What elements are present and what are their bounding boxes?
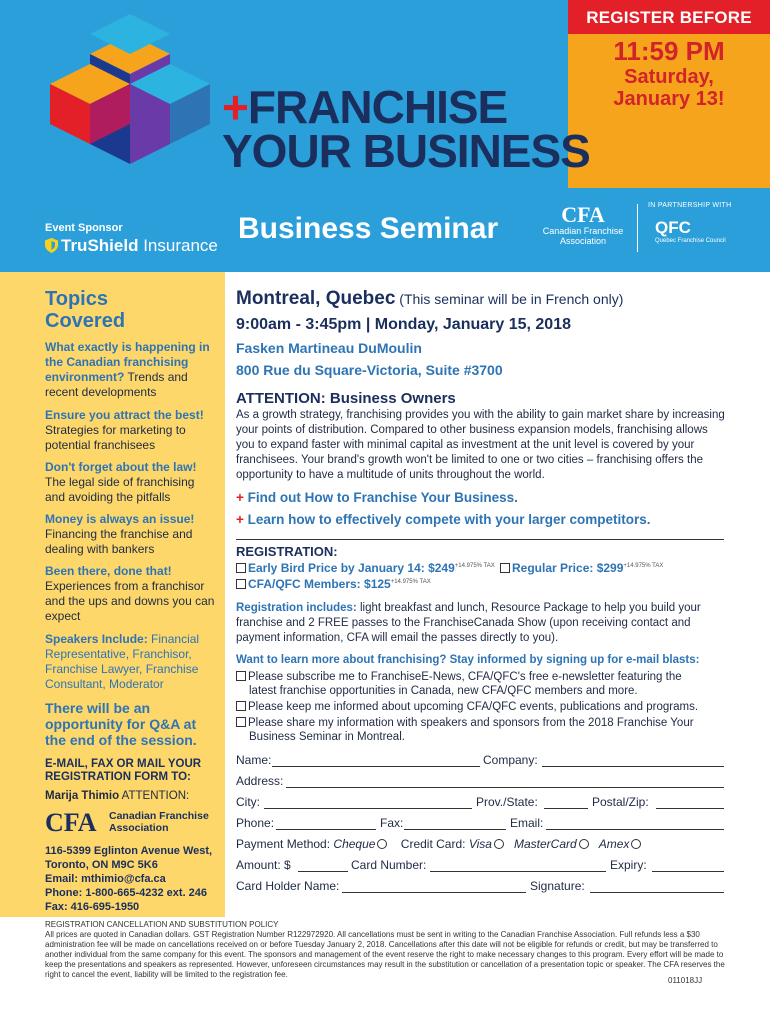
expiry-field[interactable] [652, 871, 724, 872]
mailing-address: 116-5399 Eglinton Avenue West, Toronto, ON M9C 5K6 Email: mthimio@cfa.ca Phone: 1-800-665-4232 ext. 246 Fax: 416-695-1950 [45, 845, 213, 913]
email-label: Email: [510, 816, 544, 830]
events-checkbox[interactable] [236, 701, 246, 711]
shield-icon [45, 238, 58, 253]
mastercard-radio[interactable] [579, 839, 589, 849]
postal-field[interactable] [656, 808, 724, 809]
register-before-label: REGISTER BEFORE [568, 0, 770, 34]
address-label: Address: [236, 774, 284, 788]
event-venue: Fasken Martineau DuMoulin [236, 340, 422, 356]
speakers-item: Speakers Include: Financial Representative, Franchisor, Franchise Lawyer, Franchise Consultant, Moderator [45, 632, 200, 691]
name-label: Name: [236, 753, 272, 767]
sponsor-label: Event Sponsor [45, 222, 123, 234]
name-field[interactable] [272, 766, 480, 767]
holder-field[interactable] [342, 892, 526, 893]
cheque-radio[interactable] [377, 839, 387, 849]
city-field[interactable] [264, 808, 472, 809]
cancellation-policy: REGISTRATION CANCELLATION AND SUBSTITUTION POLICY All prices are quoted in Canadian dollars. GST Registration Number R122972920. All cancellations must be sent in writing to the Canadian Franchise Association. Full refunds less a $30 administration fee will be made on cancellations received on or before Tuesday January 2, 2018. Cancellations after this date will not be eligible for refunds or credit, but may be transferred to another individual from the same company for this event. The sponsors and management of the event reserve the right to make necessary changes to this program. Every effort will be made to keep the presentations and speakers as represented. However, unforeseen circumstances may result in the substitution or cancellation of a presentation topic or speaker. The CFA reserves the right to cancel the event, liability will be limited to the registration fee. [45, 920, 725, 979]
fax-field[interactable] [404, 829, 506, 830]
event-street: 800 Rue du Square-Victoria, Suite #3700 [236, 362, 503, 378]
partnership-label: IN PARTNERSHIP WITH [648, 202, 732, 209]
email-field[interactable] [546, 829, 724, 830]
city-label: City: [236, 795, 260, 809]
deadline-time: 11:59 PM [613, 36, 725, 66]
contact-phone: Phone: 1-800-665-4232 ext. 246 [45, 887, 208, 899]
phone-label: Phone: [236, 816, 275, 830]
register-deadline-box [568, 0, 770, 188]
cta-find-out: + Find out How to Franchise Your Business. [236, 490, 518, 505]
deadline-date: Saturday, January 13! [613, 66, 725, 110]
card-number-field[interactable] [430, 871, 606, 872]
topic-item: Don't forget about the law! The legal side of franchising and avoiding the pitfalls [45, 460, 197, 504]
qfc-logo: QFC Quebec Franchise Council [655, 218, 726, 244]
newsletter-option[interactable]: Please subscribe me to FranchiseE-News, CFA/QFC's free e-newsletter featuring the latest franchise opportunities in Canada, new CFA/QFC members and more. [236, 670, 726, 698]
qa-note: There will be an opportunity for Q&A at the end of the session. [45, 700, 197, 748]
regular-price-checkbox[interactable] [500, 563, 510, 573]
topic-item: Money is always an issue! Financing the franchise and dealing with bankers [45, 512, 195, 556]
payment-row: Payment Method: Cheque Credit Card: Visa MasterCard Amex [236, 837, 641, 851]
divider [236, 539, 724, 540]
topic-item: Ensure you attract the best! Strategies for marketing to potential franchisees [45, 408, 204, 452]
card-number-label: Card Number: [351, 858, 427, 872]
member-price-checkbox[interactable] [236, 579, 246, 589]
contact-fax: Fax: 416-695-1950 [45, 901, 140, 913]
events-option[interactable]: Please keep me informed about upcoming CFA/QFC events, publications and programs. [236, 700, 726, 714]
regular-price-option[interactable]: Regular Price: $\$299^{+14.975\% TAX}$ [500, 561, 663, 575]
registration-heading: REGISTRATION: [236, 544, 338, 559]
topic-item: What exactly is happening in the Canadian franchising environment? Trends and recent developments [45, 340, 210, 399]
cfa-small-logo: CFA Canadian Franchise Association [45, 808, 209, 837]
postal-label: Postal/Zip: [592, 795, 649, 809]
share-info-checkbox[interactable] [236, 717, 246, 727]
event-time: 9:00am - 3:45pm | Monday, January 15, 2018 [236, 316, 571, 333]
prov-label: Prov./State: [476, 795, 538, 809]
seminar-subtitle: Business Seminar [238, 212, 499, 245]
early-bird-checkbox[interactable] [236, 563, 246, 573]
amount-label: Amount: $ [236, 858, 291, 872]
address-field[interactable] [286, 787, 724, 788]
company-label: Company: [483, 753, 538, 767]
amex-radio[interactable] [631, 839, 641, 849]
member-price-option[interactable]: CFA/QFC Members: $\$125^{+14.975\% TAX}$ [236, 577, 431, 591]
holder-label: Card Holder Name: [236, 879, 340, 893]
amount-field[interactable] [298, 871, 348, 872]
signature-field[interactable] [590, 892, 724, 893]
share-info-option[interactable]: Please share my information with speakers and sponsors from the 2018 Franchise Your Business Seminar in Montreal. [236, 716, 726, 744]
fax-label: Fax: [380, 816, 404, 830]
main-title-line2: YOUR BUSINESS [222, 125, 590, 177]
header-banner [0, 0, 770, 272]
registration-includes: Registration includes: light breakfast and lunch, Resource Package to help you build your franchise and 2 FREE passes to the FranchiseCanada Show (upon receiving contact and payment information, CFA will email the passes directly to you). [236, 602, 701, 644]
expiry-label: Expiry: [610, 858, 647, 872]
cfa-logo: CFA Canadian Franchise Association [542, 202, 624, 246]
title-plus: + [222, 81, 248, 133]
contact-name: Marija Thimio ATTENTION: [45, 790, 190, 802]
intro-paragraph: As a growth strategy, franchising provides you with the ability to gain market share by increasing your points of distribution. Compared to other business expansion models, franchising allows you to expand faster with minimal capital as investment at the unit level is covered by your franchisees. Your brand's growth won't be limited to one or two cities – franchising offers the opportunity to have a multitude of units throughout the world. [236, 409, 725, 481]
contact-email[interactable]: Email: mthimio@cfa.ca [45, 873, 166, 885]
cube-plus-logo-icon [50, 14, 210, 164]
event-city: Montreal, Quebec (This seminar will be in French only) [236, 288, 624, 309]
prov-field[interactable] [544, 808, 588, 809]
topic-item: Been there, done that! Experiences from a franchisor and the ups and downs you can expect [45, 564, 215, 623]
mail-heading: E-MAIL, FAX OR MAIL YOUR REGISTRATION FORM TO: [45, 758, 202, 783]
attention-heading: ATTENTION: Business Owners [236, 390, 456, 407]
logo-divider [637, 204, 638, 252]
company-field[interactable] [542, 766, 724, 767]
cta-learn-how: + Learn how to effectively compete with your larger competitors. [236, 512, 651, 527]
phone-field[interactable] [276, 829, 376, 830]
topics-sidebar [0, 272, 225, 917]
newsletter-checkbox[interactable] [236, 671, 246, 681]
visa-radio[interactable] [494, 839, 504, 849]
newsletter-heading: Want to learn more about franchising? Stay informed by signing up for e-mail blasts: [236, 654, 700, 666]
main-title-line1: +FRANCHISE [222, 81, 508, 133]
topics-heading: Topics Covered [45, 288, 126, 332]
signature-label: Signature: [530, 879, 585, 893]
sponsor-logo: TruShield Insurance [45, 236, 218, 256]
document-code: 011018JJ [668, 976, 703, 985]
early-bird-option[interactable]: Early Bird Price by January 14: $\$249^{+14.975\% TAX}$ [236, 561, 495, 575]
